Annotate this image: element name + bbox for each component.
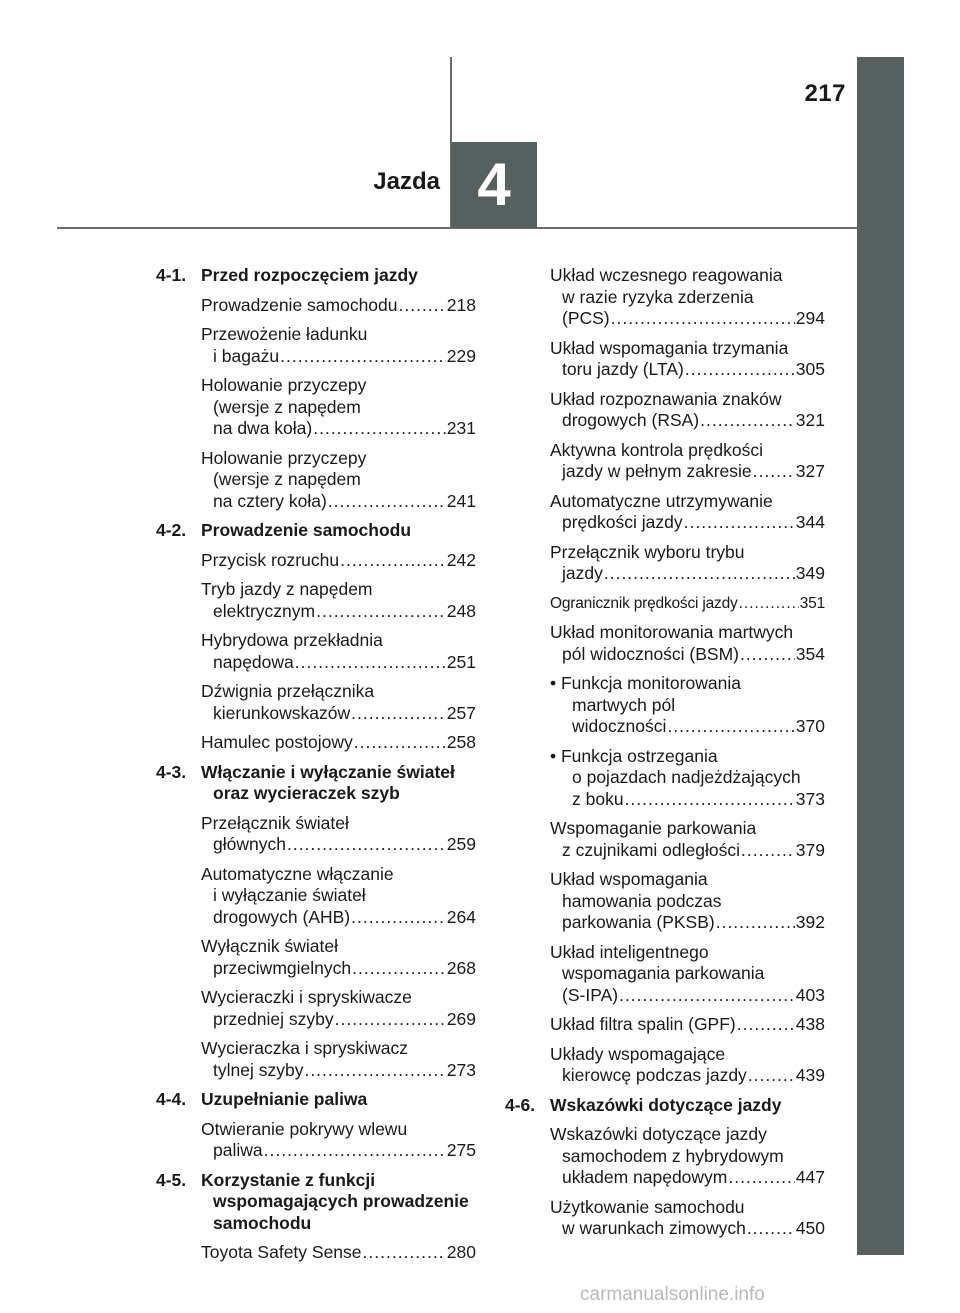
toc-entry[interactable] <box>201 813 476 856</box>
entry-title-line: Tryb jazdy z napędem <box>201 579 373 599</box>
toc-entry[interactable] <box>550 440 825 483</box>
entry-leader-row <box>201 703 476 725</box>
toc-entry[interactable] <box>550 338 825 381</box>
entry-title-line: parkowania (PKSB) <box>562 912 715 932</box>
entry-title-line: Dźwignia przełącznika <box>201 681 375 701</box>
dot-leader <box>354 732 446 754</box>
entry-title-line: o pojazdach nadjeżdżających <box>572 767 801 787</box>
entry-page-number: 269 <box>446 1008 476 1029</box>
toc-entry[interactable] <box>550 491 825 534</box>
entry-title-line: Układ wspomagania <box>550 869 708 889</box>
toc-entry[interactable] <box>550 1124 825 1189</box>
entry-title-line: Wycieraczka i spryskiwacz <box>201 1038 408 1058</box>
entry-title-line: Wspomaganie parkowania <box>550 818 757 838</box>
entry-title-line: w razie ryzyka zderzenia <box>562 286 754 307</box>
entry-leader-row <box>550 593 825 615</box>
entry-title-line: układem napędowym <box>562 1167 728 1187</box>
section-title: Korzystanie z funkcji wspomagających prowadzenie samochodu <box>201 1169 469 1233</box>
entry-title-line: i bagażu <box>213 345 280 366</box>
entry-title-line: tylnej szyby <box>213 1059 304 1080</box>
entry-title-line: napędowa <box>213 651 294 672</box>
entry-title-line: kierunkowskazów <box>213 702 351 723</box>
entry-title-line: Układ wspomagania trzymania <box>550 337 789 358</box>
entry-title-line: Układ filtra spalin (GPF) <box>550 1014 736 1034</box>
section-number: 4-5. <box>156 1169 187 1190</box>
entry-leader-row <box>201 346 476 368</box>
entry-title-line: na cztery koła) <box>213 490 327 511</box>
toc-entry[interactable] <box>550 818 825 861</box>
dot-leader <box>340 550 446 572</box>
toc-left-column <box>156 265 476 1272</box>
dot-leader <box>684 512 795 534</box>
toc-entry[interactable] <box>550 265 825 330</box>
entry-title-line: Aktywna kontrola prędkości <box>550 439 764 460</box>
toc-section-heading[interactable] <box>156 1170 476 1235</box>
entry-title-line: Układ inteligentnego <box>550 941 709 962</box>
dot-leader <box>740 644 795 666</box>
entry-page-number: 403 <box>795 984 825 1005</box>
entry-title-line: Otwieranie pokrywy wlewu <box>201 1118 408 1139</box>
dot-leader <box>264 1140 446 1162</box>
entry-leader-row <box>201 1009 476 1031</box>
toc-entry[interactable] <box>201 324 476 367</box>
dot-leader <box>287 834 446 856</box>
entry-leader-row <box>201 1242 476 1264</box>
toc-entry[interactable] <box>550 389 825 432</box>
entry-title-line: Przełącznik świateł <box>201 812 349 833</box>
entry-leader-row <box>550 716 825 738</box>
entry-leader-row <box>201 418 476 440</box>
chapter-title: Jazda <box>373 168 440 195</box>
entry-title-line: (S-IPA) <box>562 984 619 1005</box>
toc-entry[interactable] <box>201 579 476 622</box>
chapter-tab-strip <box>857 57 904 1255</box>
section-number: 4-6. <box>505 1094 536 1115</box>
entry-title-line: przedniej szyby <box>213 1008 334 1029</box>
entry-leader-row <box>550 563 825 585</box>
section-title: Włączanie i wyłączanie świateł oraz wycieraczek szyb <box>201 761 455 803</box>
toc-entry[interactable] <box>201 936 476 979</box>
entry-title-line: Holowanie przyczepy <box>201 375 367 395</box>
entry-leader-row <box>550 461 825 483</box>
entry-leader-row <box>201 958 476 980</box>
toc-entry[interactable] <box>201 1119 476 1162</box>
toc-section-heading[interactable] <box>156 762 476 805</box>
entry-page-number: 450 <box>795 1218 825 1238</box>
toc-entry[interactable] <box>201 732 476 754</box>
dot-leader <box>685 359 795 381</box>
entry-title-line: Układ wczesnego reagowania <box>550 265 783 285</box>
entry-title-line: samochodem z hybrydowym <box>562 1145 784 1166</box>
entry-title-line: widoczności <box>572 716 667 736</box>
entry-page-number: 439 <box>795 1065 825 1085</box>
toc-entry[interactable] <box>550 622 825 665</box>
entry-title-line: (wersje z napędem <box>213 396 361 417</box>
entry-leader-row <box>201 1140 476 1162</box>
entry-title-line: (PCS) <box>562 308 610 328</box>
toc-section-heading[interactable] <box>505 1095 825 1117</box>
entry-leader-row <box>550 308 825 330</box>
entry-title-line: Przełącznik wyboru trybu <box>550 541 745 562</box>
entry-page-number: 268 <box>446 957 476 978</box>
entry-title-line: Przewożenie ładunku <box>201 324 368 344</box>
entry-title-line: Hybrydowa przekładnia <box>201 630 383 650</box>
entry-page-number: 327 <box>795 461 825 481</box>
dot-leader <box>316 601 446 623</box>
entry-leader-row <box>201 907 476 929</box>
dot-leader <box>295 652 446 674</box>
entry-page-number: 294 <box>795 308 825 328</box>
dot-leader <box>741 840 795 862</box>
dot-leader <box>611 308 795 330</box>
entry-page-number: 264 <box>446 906 476 927</box>
entry-title-line: drogowych (RSA) <box>562 410 700 430</box>
entry-title-line: hamowania podczas <box>562 890 722 911</box>
entry-title-line: Układ rozpoznawania znaków <box>550 388 782 409</box>
entry-leader-row <box>550 1065 825 1087</box>
toc-entry[interactable] <box>201 681 476 724</box>
entry-title-line: Układ monitorowania martwych <box>550 622 794 642</box>
entry-title-line: Układy wspomagające <box>550 1043 726 1064</box>
chapter-number-box <box>451 142 537 228</box>
chapter-number: 4 <box>477 151 511 218</box>
entry-leader-row <box>550 359 825 381</box>
entry-page-number: 344 <box>795 512 825 532</box>
entry-leader-row <box>550 789 825 811</box>
toc-entry[interactable] <box>550 1044 825 1087</box>
entry-page-number: 259 <box>446 834 476 854</box>
section-number: 4-4. <box>156 1089 187 1109</box>
entry-leader-row <box>550 644 825 666</box>
section-number: 4-2. <box>156 520 187 540</box>
entry-title-line: wspomagania parkowania <box>562 963 765 983</box>
dot-leader <box>747 1218 795 1240</box>
toc-entry[interactable] <box>550 942 825 1007</box>
entry-title-line: martwych pól <box>572 694 676 715</box>
entry-page-number: 273 <box>446 1059 476 1080</box>
dot-leader <box>739 593 799 615</box>
entry-title-line: w warunkach zimowych <box>562 1218 746 1238</box>
dot-leader <box>748 1065 795 1087</box>
entry-title-line: głównych <box>213 834 286 854</box>
entry-title-line: Hamulec postojowy <box>201 732 353 752</box>
section-title: Wskazówki dotyczące jazdy <box>550 1094 782 1115</box>
entry-title-line: Przycisk rozruchu <box>201 549 340 570</box>
entry-title-line: (wersje z napędem <box>213 469 361 489</box>
entry-leader-row <box>201 601 476 623</box>
dot-leader <box>667 716 794 738</box>
dot-leader <box>351 907 446 929</box>
toc-entry[interactable] <box>550 542 825 585</box>
entry-title-line: Prowadzenie samochodu <box>201 294 398 315</box>
dot-leader <box>737 1014 795 1036</box>
toc-right-column <box>505 265 825 1248</box>
entry-leader-row <box>550 985 825 1007</box>
entry-title-line: pól widoczności (BSM) <box>562 643 739 664</box>
entry-page-number: 321 <box>795 410 825 430</box>
toc-entry[interactable] <box>201 1038 476 1081</box>
section-title: Uzupełnianie paliwa <box>201 1089 368 1109</box>
entry-page-number: 231 <box>446 418 476 438</box>
section-title: Prowadzenie samochodu <box>201 520 412 540</box>
toc-entry[interactable] <box>201 295 476 317</box>
entry-leader-row <box>201 1060 476 1082</box>
entry-page-number: 373 <box>795 788 825 809</box>
toc-section-heading[interactable] <box>156 520 476 542</box>
entry-title-line: • Funkcja monitorowania <box>550 673 741 693</box>
page-number: 217 <box>804 80 846 107</box>
entry-leader-row <box>550 1167 825 1189</box>
entry-title-line: Automatyczne włączanie <box>201 863 394 884</box>
section-number: 4-1. <box>156 265 187 285</box>
dot-leader <box>604 563 795 585</box>
entry-leader-row <box>550 840 825 862</box>
toc-entry[interactable] <box>550 1197 825 1240</box>
entry-page-number: 370 <box>795 716 825 736</box>
toc-section-heading[interactable] <box>156 265 476 287</box>
toc-entry[interactable] <box>201 864 476 929</box>
entry-leader-row <box>201 834 476 856</box>
entry-page-number: 242 <box>446 549 476 570</box>
dot-leader <box>753 461 795 483</box>
entry-title-line: • Funkcja ostrzegania <box>550 745 718 766</box>
entry-leader-row <box>550 1014 825 1036</box>
entry-title-line: na dwa koła) <box>213 418 313 438</box>
entry-title-line: prędkości jazdy <box>562 512 683 532</box>
entry-title-line: drogowych (AHB) <box>213 906 351 927</box>
entry-leader-row <box>201 491 476 513</box>
entry-title-line: jazdy w pełnym zakresie <box>562 461 752 481</box>
entry-page-number: 229 <box>446 345 476 366</box>
entry-page-number: 258 <box>446 732 476 752</box>
toc-entry[interactable] <box>201 987 476 1030</box>
entry-title-line: paliwa <box>213 1140 263 1160</box>
entry-page-number: 379 <box>795 839 825 860</box>
toc-entry[interactable] <box>550 869 825 934</box>
entry-page-number: 251 <box>446 651 476 672</box>
entry-title-line: elektrycznym <box>213 600 316 621</box>
entry-page-number: 241 <box>446 490 476 511</box>
entry-title-line: Wskazówki dotyczące jazdy <box>550 1124 767 1144</box>
entry-title-line: Automatyczne utrzymywanie <box>550 490 773 511</box>
entry-title-line: kierowcę podczas jazdy <box>562 1065 747 1085</box>
entry-title-line: jazdy <box>562 563 603 583</box>
dot-leader <box>700 410 795 432</box>
toc-entry[interactable] <box>550 1014 825 1036</box>
entry-title-line: Użytkowanie samochodu <box>550 1196 745 1217</box>
toc-entry[interactable] <box>550 593 825 615</box>
entry-page-number: 218 <box>446 294 476 315</box>
entry-leader-row <box>550 410 825 432</box>
dot-leader <box>328 491 446 513</box>
dot-leader <box>619 985 795 1007</box>
dot-leader <box>313 418 446 440</box>
entry-page-number: 248 <box>446 600 476 621</box>
toc-entry[interactable] <box>201 550 476 572</box>
entry-title-line: przeciwmgielnych <box>213 957 352 978</box>
dot-leader <box>625 789 795 811</box>
dot-leader <box>728 1167 794 1189</box>
dot-leader <box>351 703 446 725</box>
entry-leader-row <box>550 1218 825 1240</box>
entry-page-number: 349 <box>795 563 825 583</box>
dot-leader <box>352 958 446 980</box>
toc-section-heading[interactable] <box>156 1089 476 1111</box>
entry-page-number: 354 <box>795 643 825 664</box>
dot-leader <box>716 912 795 934</box>
entry-title-line: toru jazdy (LTA) <box>562 359 684 379</box>
entry-page-number: 275 <box>446 1140 476 1160</box>
entry-page-number: 351 <box>799 594 825 612</box>
dot-leader <box>335 1009 446 1031</box>
entry-title-line: i wyłączanie świateł <box>213 885 366 905</box>
section-title: Przed rozpoczęciem jazdy <box>201 265 418 285</box>
toc-entry[interactable] <box>550 673 825 738</box>
entry-page-number: 438 <box>795 1014 825 1034</box>
entry-leader-row <box>550 512 825 534</box>
entry-title-line: z boku <box>572 788 624 809</box>
dot-leader <box>304 1060 445 1082</box>
toc-entry[interactable] <box>201 448 476 513</box>
dot-leader <box>363 1242 446 1264</box>
entry-leader-row <box>201 550 476 572</box>
entry-leader-row <box>550 912 825 934</box>
entry-page-number: 280 <box>446 1242 476 1262</box>
dot-leader <box>399 295 446 317</box>
toc-entry[interactable] <box>201 630 476 673</box>
entry-page-number: 392 <box>795 912 825 932</box>
dot-leader <box>280 346 446 368</box>
entry-title-line: z czujnikami odległości <box>562 839 740 860</box>
entry-title-line: Ogranicznik prędkości jazdy <box>550 594 738 612</box>
entry-title-line: Holowanie przyczepy <box>201 447 367 468</box>
entry-title-line: Wyłącznik świateł <box>201 936 338 956</box>
toc-entry[interactable] <box>201 1242 476 1264</box>
toc-entry[interactable] <box>550 746 825 811</box>
watermark: carmanualsonline.info <box>580 1284 765 1305</box>
entry-title-line: Toyota Safety Sense <box>201 1242 362 1262</box>
entry-leader-row <box>201 732 476 754</box>
toc-entry[interactable] <box>201 375 476 440</box>
entry-page-number: 447 <box>795 1167 825 1187</box>
entry-page-number: 305 <box>795 359 825 379</box>
entry-leader-row <box>201 652 476 674</box>
section-number: 4-3. <box>156 761 187 782</box>
entry-leader-row <box>201 295 476 317</box>
entry-title-line: Wycieraczki i spryskiwacze <box>201 987 412 1007</box>
entry-page-number: 257 <box>446 702 476 723</box>
